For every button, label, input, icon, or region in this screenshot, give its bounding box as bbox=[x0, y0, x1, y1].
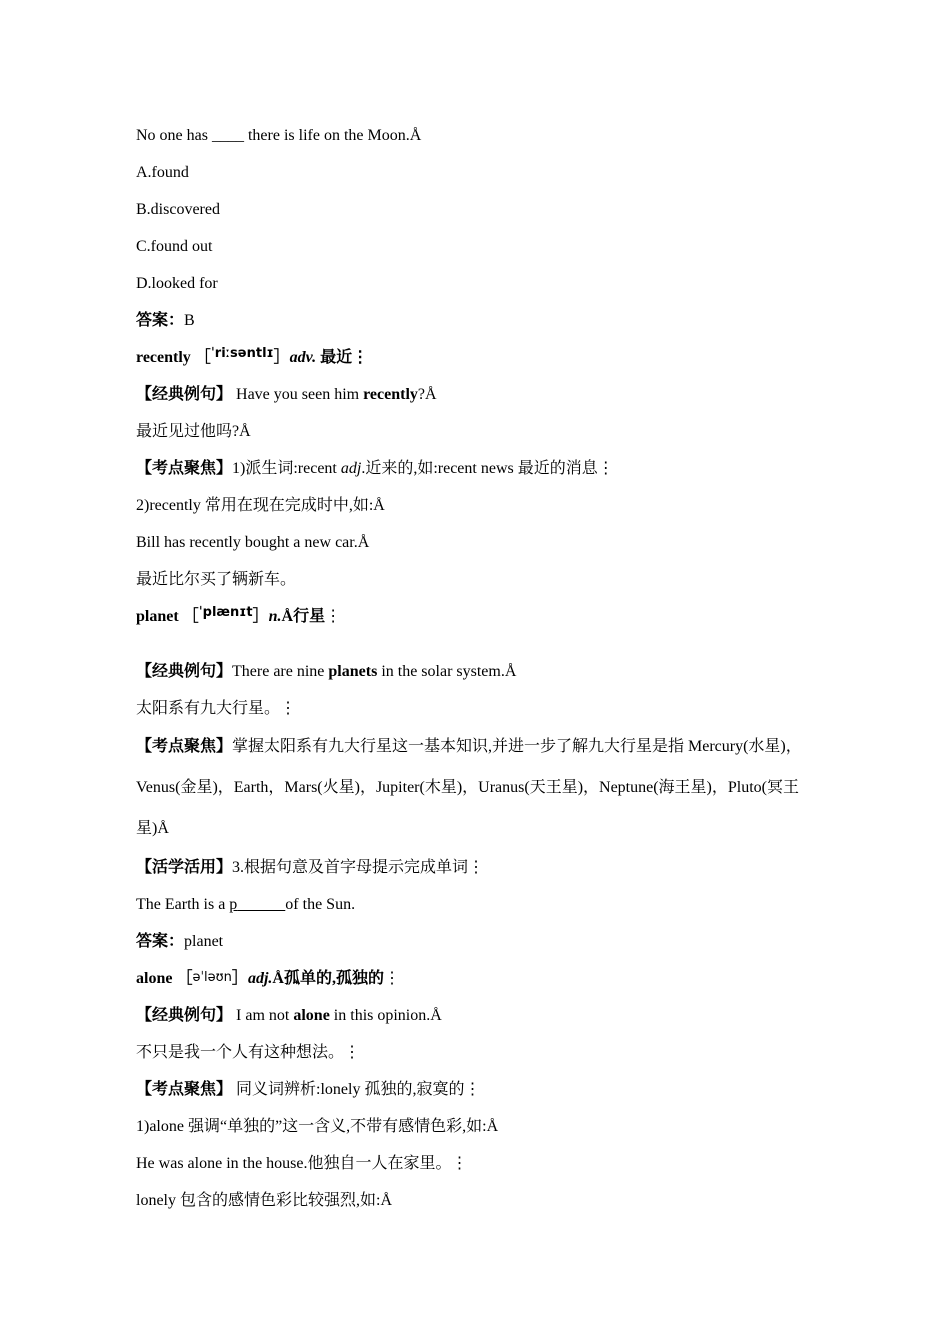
meaning: Å孤单的,孤独的 bbox=[272, 970, 384, 987]
example-translation: 不只是我一个人有这种想法。⋮ bbox=[136, 1044, 361, 1061]
practice-line bbox=[136, 857, 830, 879]
example-keyword: recently bbox=[363, 386, 418, 403]
hint-letter: p bbox=[229, 896, 238, 913]
part-of-speech: adj. bbox=[247, 970, 273, 987]
example-translation: 太阳系有九大行星。⋮ bbox=[136, 700, 297, 717]
meaning: Å行星 bbox=[281, 608, 326, 625]
part-of-speech: n. bbox=[268, 608, 282, 625]
headword: planet bbox=[136, 608, 179, 625]
focus-line bbox=[136, 1079, 830, 1101]
answer-value: planet bbox=[184, 933, 224, 950]
example-tag: 【经典例句】 bbox=[136, 386, 233, 403]
part-of-speech: adv. bbox=[289, 349, 317, 366]
meaning-tail: ⋮ bbox=[325, 608, 342, 625]
phonetic: ˈriːsəntlɪ bbox=[210, 346, 274, 361]
example-keyword: alone bbox=[293, 1007, 330, 1024]
practice-text: The Earth is a bbox=[136, 896, 230, 913]
practice-tag: 【活学活用】 bbox=[136, 859, 233, 876]
phonetic-open: ［ bbox=[176, 970, 193, 987]
answer-line bbox=[136, 310, 830, 332]
focus-text: 1)派生词:recent bbox=[232, 460, 341, 477]
example-keyword: planets bbox=[328, 663, 378, 680]
example-line bbox=[136, 1005, 830, 1027]
phonetic-open: ［ bbox=[182, 608, 199, 625]
example-line bbox=[136, 384, 830, 406]
headword-planet bbox=[136, 606, 830, 628]
question-stem: No one has ____ there is life on the Moon.Å bbox=[136, 127, 422, 144]
focus-example: He was alone in the house.他独自一人在家里。⋮ bbox=[136, 1155, 468, 1172]
practice-text: 3.根据句意及首字母提示完成单词⋮ bbox=[232, 859, 485, 876]
focus-tag: 【考点聚焦】 bbox=[136, 1081, 233, 1098]
headword-alone bbox=[136, 968, 830, 990]
example-translation: 最近见过他吗?Å bbox=[136, 423, 251, 440]
answer-line bbox=[136, 931, 830, 953]
option-b: B.discovered bbox=[136, 201, 220, 218]
practice-text-end: of the Sun. bbox=[285, 896, 356, 913]
focus-line-2: 1)alone 强调“单独的”这一含义,不带有感情色彩,如:Å bbox=[136, 1118, 499, 1135]
phonetic: əˈləʊn bbox=[192, 970, 232, 985]
example-tag: 【经典例句】 bbox=[136, 663, 233, 680]
headword: recently bbox=[136, 349, 191, 366]
focus-text-end: .近来的,如:recent news 最近的消息⋮ bbox=[361, 460, 614, 477]
phonetic: ˈplænɪt bbox=[198, 605, 253, 620]
example-text: I am not bbox=[232, 1007, 294, 1024]
headword-recently bbox=[136, 347, 830, 369]
focus-tag: 【考点聚焦】 bbox=[136, 460, 233, 477]
fill-blank bbox=[229, 896, 285, 913]
option-d: D.looked for bbox=[136, 275, 218, 292]
option-c: C.found out bbox=[136, 238, 213, 255]
phonetic-close: ］ bbox=[231, 970, 248, 987]
answer-label: 答案： bbox=[136, 312, 185, 329]
focus-tag: 【考点聚焦】 bbox=[136, 738, 233, 755]
option-a: A.found bbox=[136, 164, 189, 181]
example-text: There are nine bbox=[232, 663, 329, 680]
example-text-end: in the solar system.Å bbox=[377, 663, 517, 680]
focus-line-2: 2)recently 常用在现在完成时中,如:Å bbox=[136, 497, 385, 514]
answer-label: 答案： bbox=[136, 933, 185, 950]
focus-line bbox=[136, 458, 830, 480]
answer-value: B bbox=[184, 312, 195, 329]
phonetic-close: ］ bbox=[252, 608, 269, 625]
example-text-end: in this opinion.Å bbox=[329, 1007, 442, 1024]
meaning: 最近⋮ bbox=[316, 349, 369, 366]
focus-example: Bill has recently bought a new car.Å bbox=[136, 534, 370, 551]
meaning-tail: ⋮ bbox=[383, 970, 400, 987]
phonetic-close: ］ bbox=[273, 349, 290, 366]
focus-text: 同义词辨析:lonely 孤独的,寂寞的⋮ bbox=[232, 1081, 481, 1098]
focus-line-3: lonely 包含的感情色彩比较强烈,如:Å bbox=[136, 1192, 392, 1209]
focus-pos: adj bbox=[340, 460, 362, 477]
example-line bbox=[136, 661, 830, 683]
example-text-end: ?Å bbox=[417, 386, 437, 403]
phonetic-open: ［ bbox=[194, 349, 211, 366]
focus-example-translation: 最近比尔买了辆新车。 bbox=[136, 571, 297, 588]
focus-paragraph bbox=[136, 726, 830, 849]
example-text: Have you seen him bbox=[232, 386, 364, 403]
headword: alone bbox=[136, 970, 173, 987]
example-tag: 【经典例句】 bbox=[136, 1007, 233, 1024]
focus-text: 掌握太阳系有九大行星这一基本知识,并进一步了解九大行星是指 Mercury(水星)，Venus(金星)，Earth，Mars(火星)，Jupiter(木星)，Uranus(天王星)，Neptune(海王星)，Pluto(冥王星)Å bbox=[136, 738, 802, 837]
practice-question bbox=[136, 894, 830, 916]
